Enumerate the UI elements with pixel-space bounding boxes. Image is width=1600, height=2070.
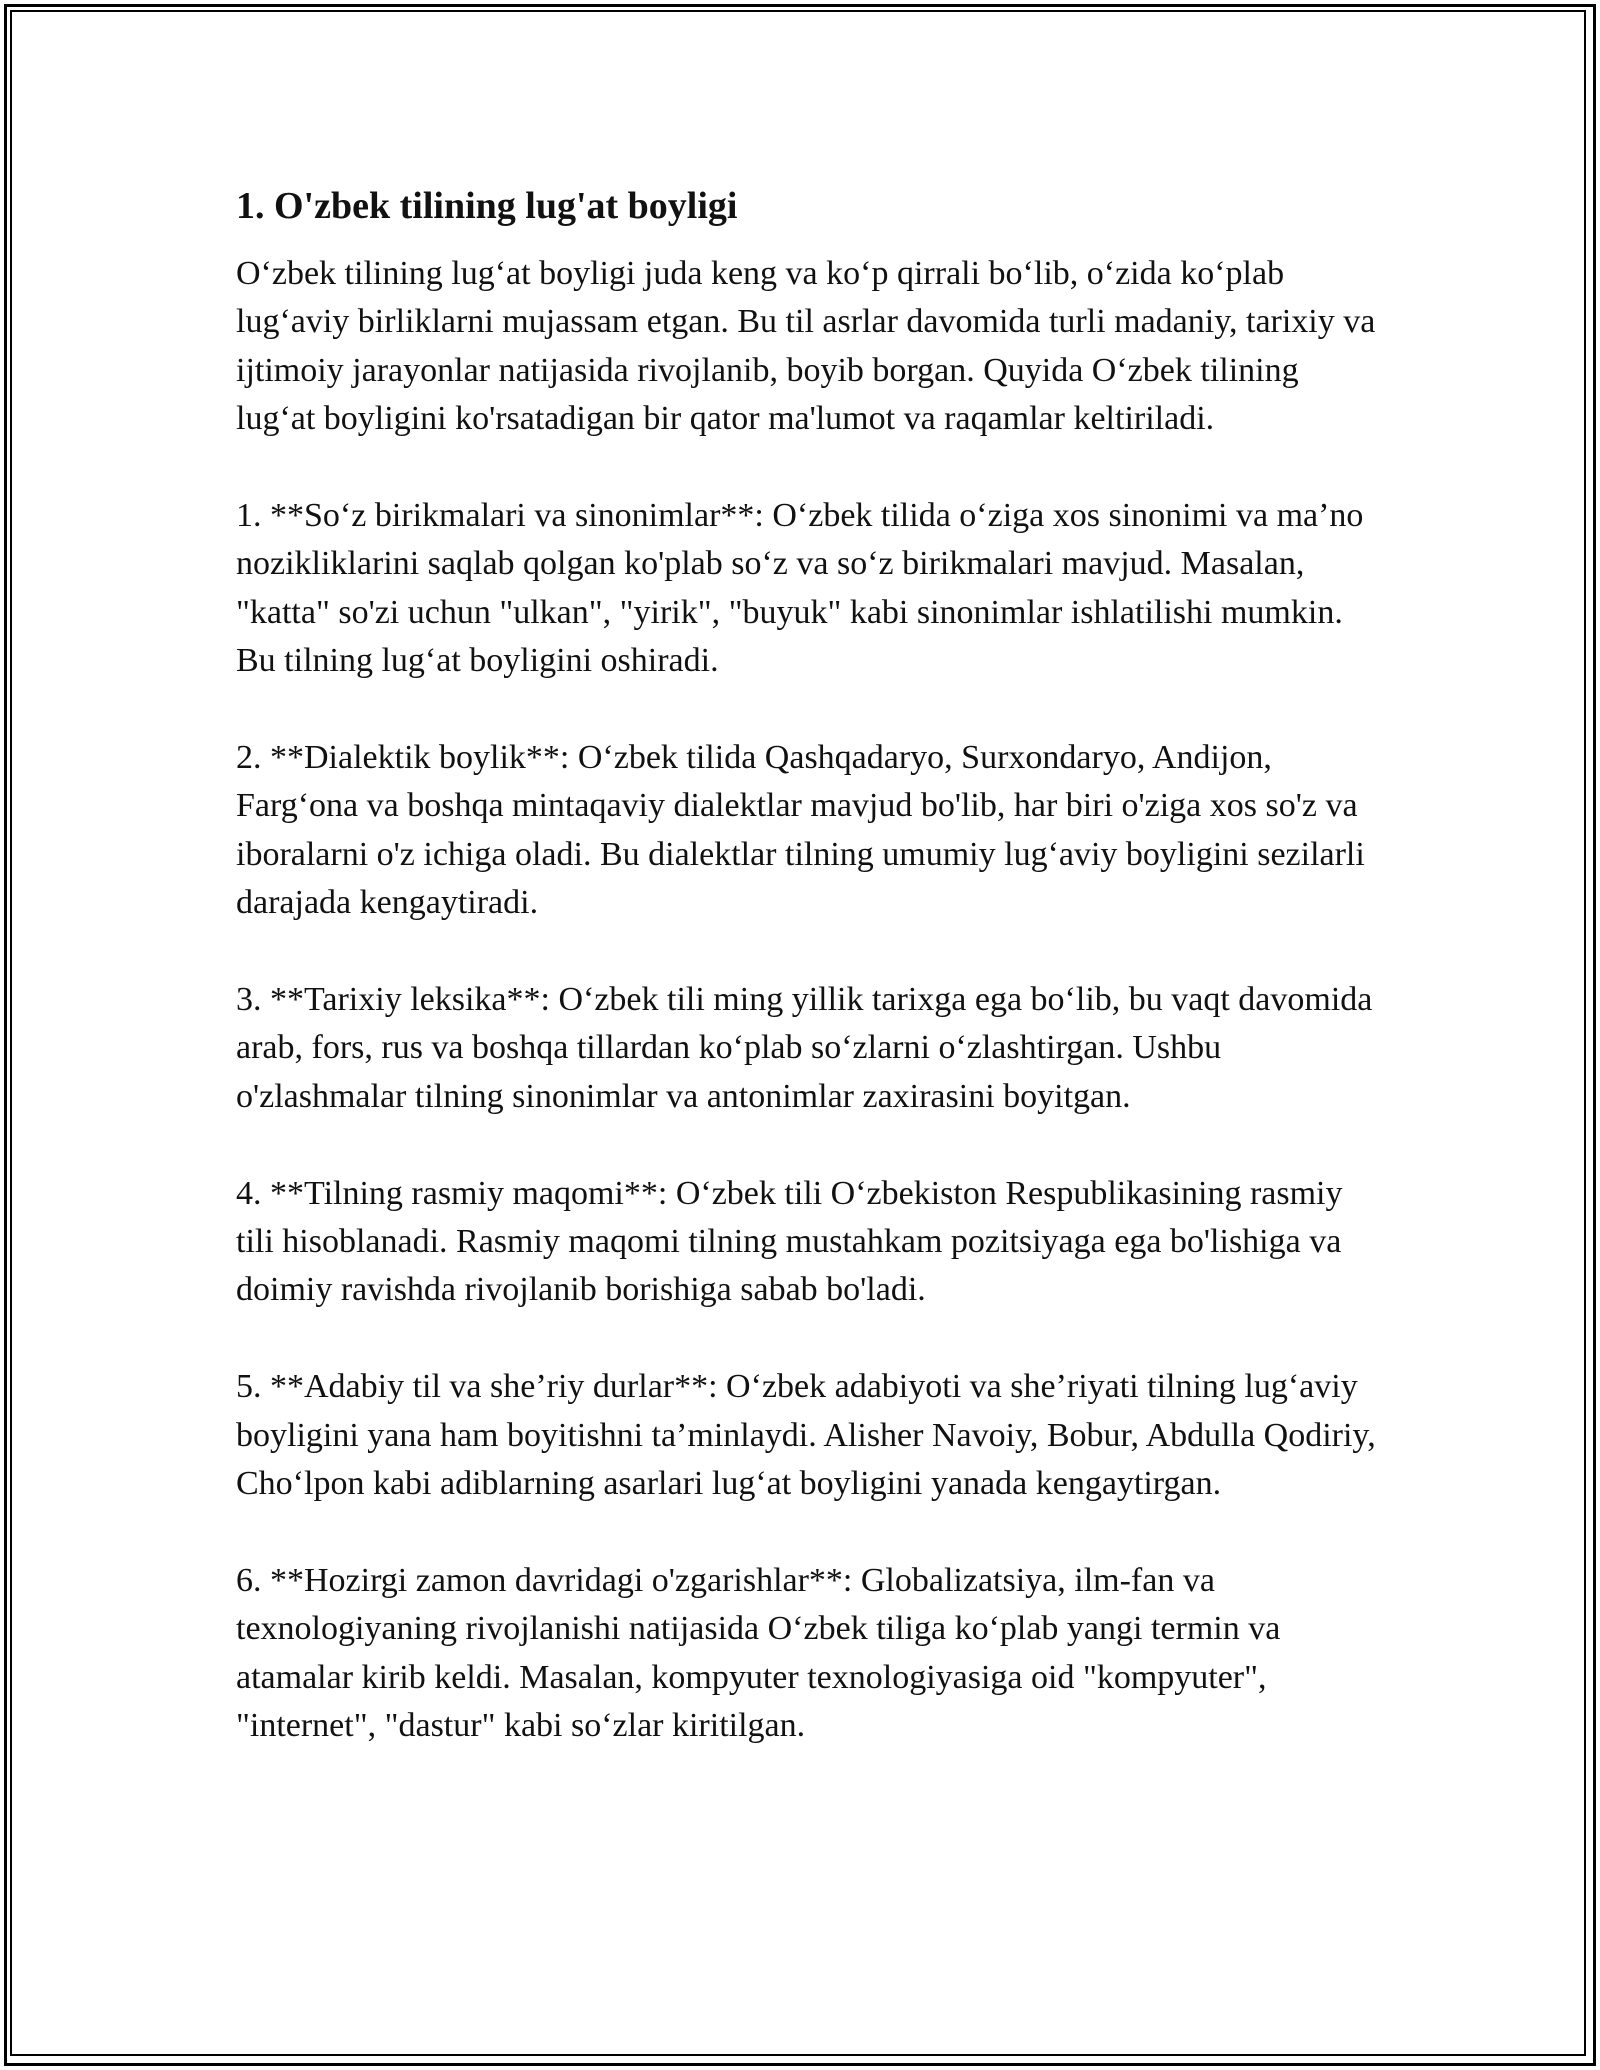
list-item-3: 3. **Tarixiy leksika**: O‘zbek tili ming yillik tarixga ega bo‘lib, bu vaqt davomida arab, fors, rus va boshqa tillardan ko‘plab so‘zlarni o‘zlashtirgan. Ushbu o'zlashmalar tilning sinonimlar va antonimlar zaxirasini boyitgan. — [236, 981, 1373, 1115]
list-item-4: 4. **Tilning rasmiy maqomi**: O‘zbek tili O‘zbekiston Respublikasining rasmiy tili hisoblanadi. Rasmiy maqomi tilning mustahkam pozitsiyaga ega bo'lishiga va doimiy ravishda rivojlanib borishiga sabab bo'ladi. — [236, 1174, 1343, 1309]
list-item-6: 6. **Hozirgi zamon davridagi o'zgarishlar**: Globalizatsiya, ilm-fan va texnologiyaning rivojlanishi natijasida O‘zbek tiliga ko‘plab yangi termin va atamalar kirib keldi. Masalan, kompyuter texnologiyasiga oid "kompyuter", "internet", "dastur" kabi so‘zlar kiritilgan. — [236, 1561, 1281, 1745]
list-item-5: 5. **Adabiy til va she’riy durlar**: O‘zbek adabiyoti va she’riyati tilning lug‘aviy boyligini yana ham boyitishni ta’minlaydi. Alisher Navoiy, Bobur, Abdulla Qodiriy, Cho‘lpon kabi adiblarning asarlari lug‘at boyligini yanada kengaytirgan. — [236, 1368, 1376, 1503]
intro-paragraph: O‘zbek tilining lug‘at boyligi juda keng va ko‘p qirrali bo‘lib, o‘zida ko‘plab lug‘aviy birliklarni mujassam etgan. Bu til asrlar davomida turli madaniy, tarixiy va ijtimoiy jarayonlar natijasida rivojlanib, boyib borgan. Quyida O‘zbek tilining lug‘at boyligini ko'rsatadigan bir qator ma'lumot va raqamlar keltiriladi. — [236, 255, 1376, 438]
list-item-1: 1. **So‘z birikmalari va sinonimlar**: O‘zbek tilida o‘ziga xos sinonimi va ma’no nozikliklarini saqlab qolgan ko'plab so‘z va so‘z birikmalari mavjud. Masalan, "katta" so'zi uchun "ulkan", "yirik", "buyuk" kabi sinonimlar ishlatilishi mumkin. Bu tilning lug‘at boyligini oshiradi. — [236, 497, 1364, 680]
document-body — [236, 182, 1376, 1799]
document-title: 1. O'zbek tilining lug'at boyligi — [236, 185, 738, 227]
list-item-2: 2. **Dialektik boylik**: O‘zbek tilida Qashqadaryo, Surxondaryo, Andijon, Farg‘ona va boshqa mintaqaviy dialektlar mavjud bo'lib, har biri o'ziga xos so'z va iboralarni o'z ichiga oladi. Bu dialektlar tilning umumiy lug‘aviy boyligini sezilarli darajada kengaytiradi. — [236, 739, 1365, 922]
